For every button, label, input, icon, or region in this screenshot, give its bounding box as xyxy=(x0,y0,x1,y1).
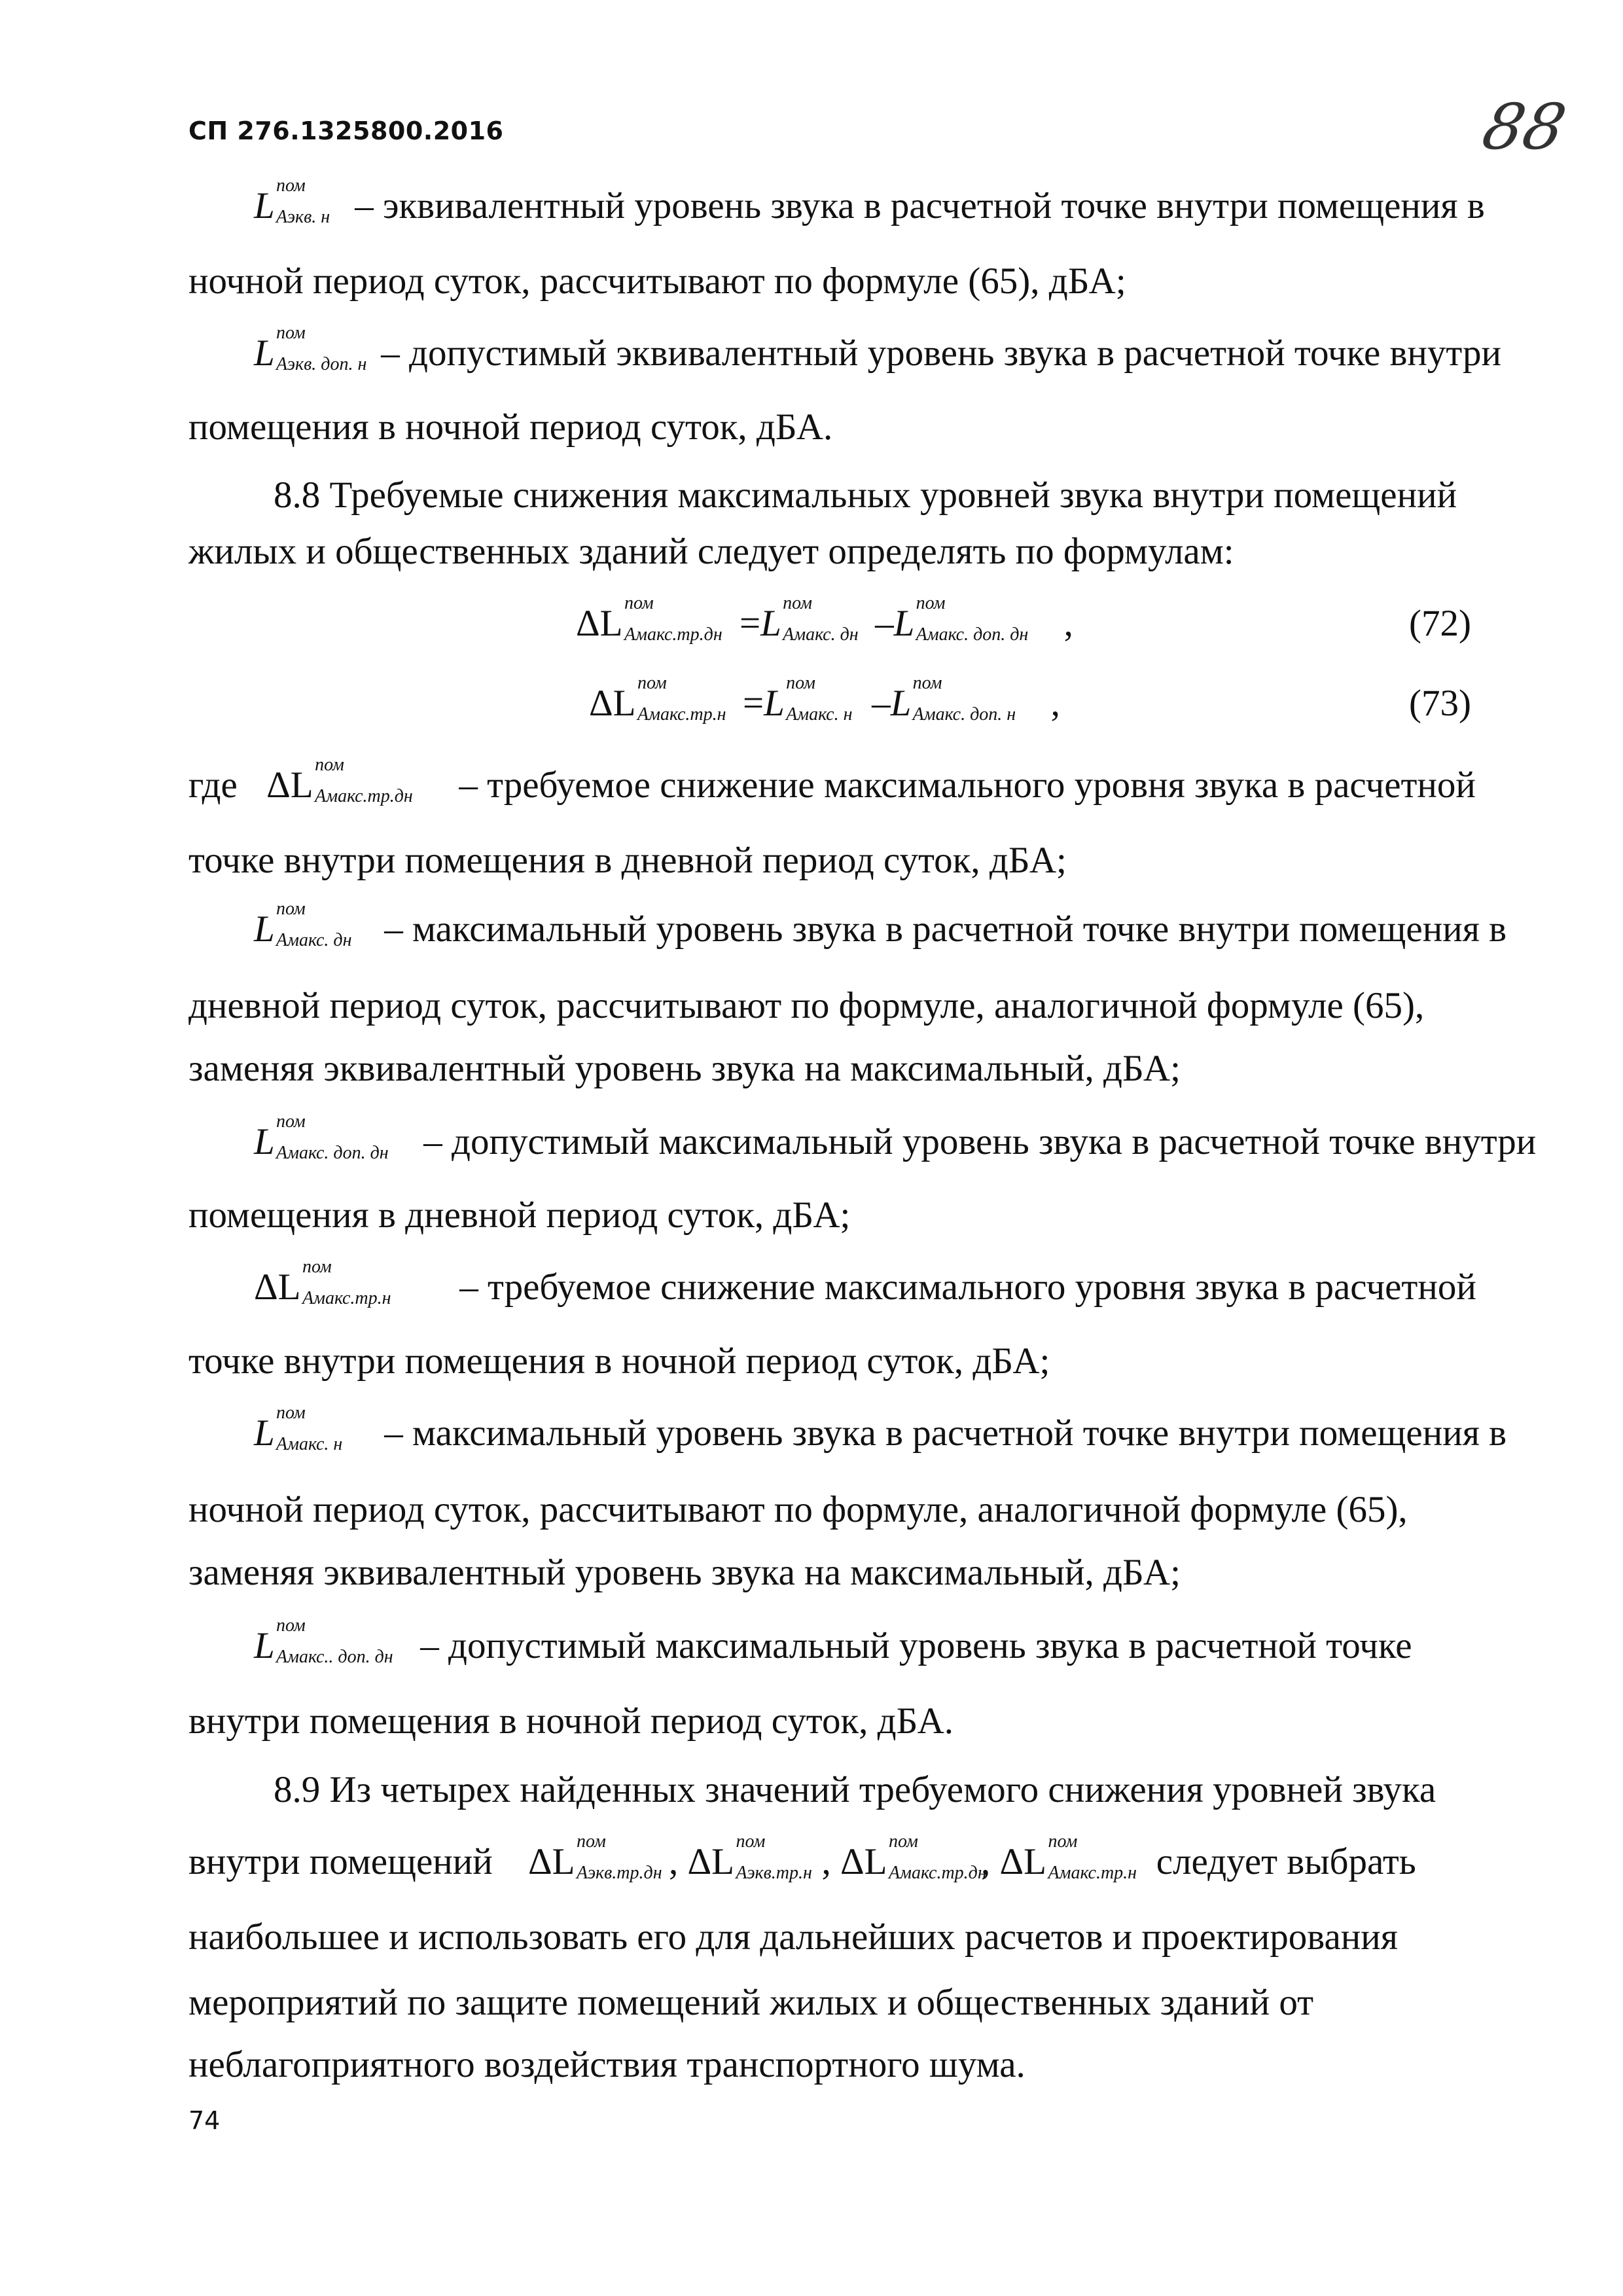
text-line: L пом Аэкв. доп. н – допустимый эквивалентный уровень звука в расчетной точке внутри xyxy=(188,331,1438,376)
symbol-L-ekv-n: L пом Аэкв. н xyxy=(254,175,330,227)
text-line: 8.8 Требуемые снижения максимальных уровней звука внутри помещений xyxy=(274,475,1457,516)
text-line: L пом Амакс.. доп. дн – допустимый максимальный уровень звука в расчетной точке xyxy=(254,1615,1412,1667)
equation-number: (73) xyxy=(1409,683,1471,724)
text-line: дневной период суток, рассчитывают по формуле, аналогичной формуле (65), xyxy=(188,985,1425,1026)
doc-code-header: СП 276.1325800.2016 xyxy=(188,117,504,145)
text-line: заменяя эквивалентный уровень звука на максимальный, дБА; xyxy=(188,1048,1181,1089)
text-line: ночной период суток, рассчитывают по формуле (65), дБА; xyxy=(188,260,1126,302)
text-line: внутри помещения в ночной период суток, дБА. xyxy=(188,1700,954,1742)
text-line: точке внутри помещения в дневной период суток, дБА; xyxy=(188,840,1067,881)
text-line: ночной период суток, рассчитывают по формуле, аналогичной формуле (65), xyxy=(188,1489,1408,1530)
equation-73: ΔL пом Амакс.тр.н =L пом Амакс. н –L пом Амакс. доп. н , xyxy=(589,673,1060,725)
text-line: неблагоприятного воздействия транспортного шума. xyxy=(188,2044,1026,2085)
text-line: жилых и общественных зданий следует определять по формулам: xyxy=(188,531,1234,572)
handwritten-page-number: 88 xyxy=(1476,90,1573,164)
text-line: наибольшее и использовать его для дальнейших расчетов и проектирования xyxy=(188,1916,1398,1958)
text-line: 8.9 Из четырех найденных значений требуемого снижения уровней звука xyxy=(274,1769,1436,1810)
text-line: где ΔL пом Амакс.тр.дн – требуемое снижение максимального уровня звука в расчетной xyxy=(188,755,1476,806)
equation-number: (72) xyxy=(1409,603,1471,644)
text-line: L пом Амакс. н – максимальный уровень звука в расчетной точке внутри помещения в xyxy=(254,1403,1507,1454)
text-line: L пом Амакс. дн – максимальный уровень звука в расчетной точке внутри помещения в xyxy=(254,899,1507,950)
text-line: внутри помещений ΔL пом Аэкв.тр.дн , ΔL пом Аэкв.тр.н , ΔL пом Амакс.тр.дн , ΔL пом Амакс.тр.н следует выбрать xyxy=(188,1831,1416,1883)
text-line: заменяя эквивалентный уровень звука на максимальный, дБА; xyxy=(188,1552,1181,1593)
page-number: 74 xyxy=(188,2106,221,2135)
text-line: L пом Амакс. доп. дн – допустимый максимальный уровень звука в расчетной точке внутри xyxy=(254,1111,1537,1163)
equation-72: ΔL пом Амакс.тр.дн =L пом Амакс. дн –L пом Амакс. доп. дн , xyxy=(576,593,1073,645)
text-line: L пом Аэкв. н – эквивалентный уровень звука в расчетной точке внутри помещения в xyxy=(188,183,1438,229)
text-line: точке внутри помещения в ночной период суток, дБА; xyxy=(188,1340,1050,1382)
text-line: мероприятий по защите помещений жилых и общественных зданий от xyxy=(188,1982,1314,2023)
text-line: помещения в ночной период суток, дБА. xyxy=(188,406,833,448)
text-line: ΔL пом Амакс.тр.н – требуемое снижение максимального уровня звука в расчетной xyxy=(254,1257,1476,1308)
symbol-L-ekv-dop-n: L пом Аэкв. доп. н xyxy=(254,323,367,374)
text-line: помещения в дневной период суток, дБА; xyxy=(188,1194,851,1236)
